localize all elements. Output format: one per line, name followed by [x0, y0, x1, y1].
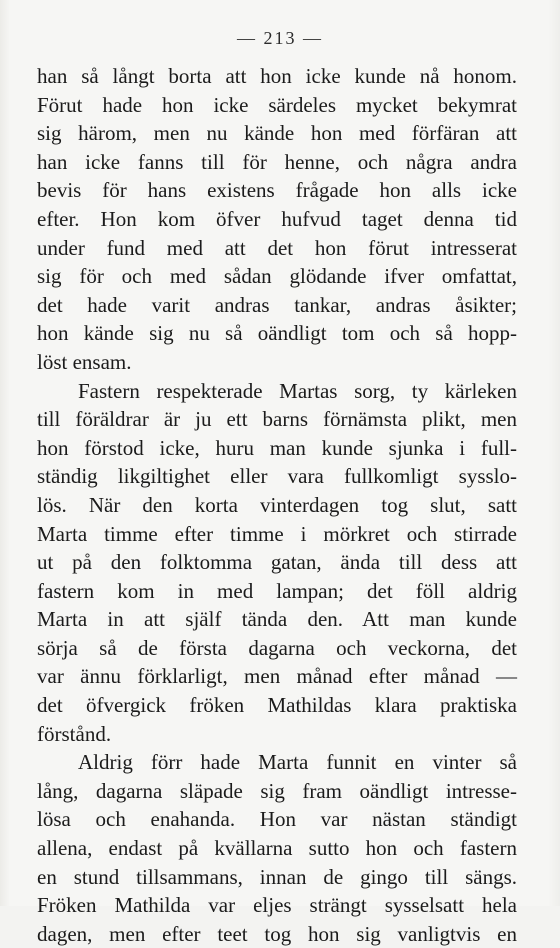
- text-line: var ännu förklarligt, men månad efter månad —: [37, 664, 517, 689]
- text-line: löst ensam.: [37, 349, 132, 374]
- text-line: sörja så de första dagarna och veckorna, det: [37, 635, 517, 660]
- text-line: dagen, men efter teet tog hon sig vanligtvis en: [37, 921, 517, 946]
- text-line: det öfvergick fröken Mathildas klara praktiska: [37, 693, 517, 718]
- text-line: sig härom, men nu kände hon med förfäran att: [37, 121, 517, 146]
- text-line: sig för och med sådan glödande ifver omfattat,: [37, 264, 517, 289]
- page-number: — 213 —: [237, 28, 323, 48]
- text-line: en stund tillsammans, innan de gingo till sängs.: [37, 864, 517, 889]
- text-line: under fund med att det hon förut intresserat: [37, 235, 517, 260]
- text-line: Fastern respekterade Martas sorg, ty kärleken: [78, 378, 517, 403]
- text-line: Marta timme efter timme i mörkret och stirrade: [37, 521, 517, 546]
- text-line: Marta in att själf tända den. Att man kunde: [37, 607, 517, 632]
- text-line: fastern kom in med lampan; det föll aldrig: [37, 578, 517, 603]
- text-line: han så långt borta att hon icke kunde nå honom.: [37, 64, 517, 88]
- text-line: det hade varit andras tankar, andras åsikter;: [37, 292, 517, 317]
- text-line: förstånd.: [37, 721, 112, 746]
- text-line: Aldrig förr hade Marta funnit en vinter så: [78, 750, 517, 775]
- text-line: lösa och enahanda. Hon var nästan ständigt: [37, 807, 517, 832]
- text-line: bevis för hans existens frågade hon alls icke: [37, 178, 517, 203]
- text-line: ständig likgiltighet eller vara fullkomligt sysslo-: [37, 464, 517, 489]
- text-line: Fröken Mathilda var eljes strängt sysselsatt hela: [37, 893, 517, 918]
- text-line: lös. När den korta vinterdagen tog slut, satt: [37, 492, 517, 517]
- text-line: hon förstod icke, huru man kunde sjunka i full-: [37, 435, 517, 460]
- text-line: Förut hade hon icke särdeles mycket bekymrat: [37, 92, 517, 117]
- body-text: [37, 62, 517, 948]
- text-line: lång, dagarna släpade sig fram oändligt intresse-: [37, 778, 517, 803]
- text-line: efter. Hon kom öfver hufvud taget denna tid: [37, 206, 517, 231]
- text-line: allena, endast på kvällarna sutto hon och fastern: [37, 836, 517, 861]
- text-line: till föräldrar är ju ett barns förnämsta plikt, men: [37, 407, 517, 432]
- text-line: hon kände sig nu så oändligt tom och så hopp-: [37, 321, 517, 346]
- text-line: han icke fanns till för henne, och några andra: [37, 149, 517, 174]
- text-line: ut på den folktomma gatan, ända till dess att: [37, 550, 517, 575]
